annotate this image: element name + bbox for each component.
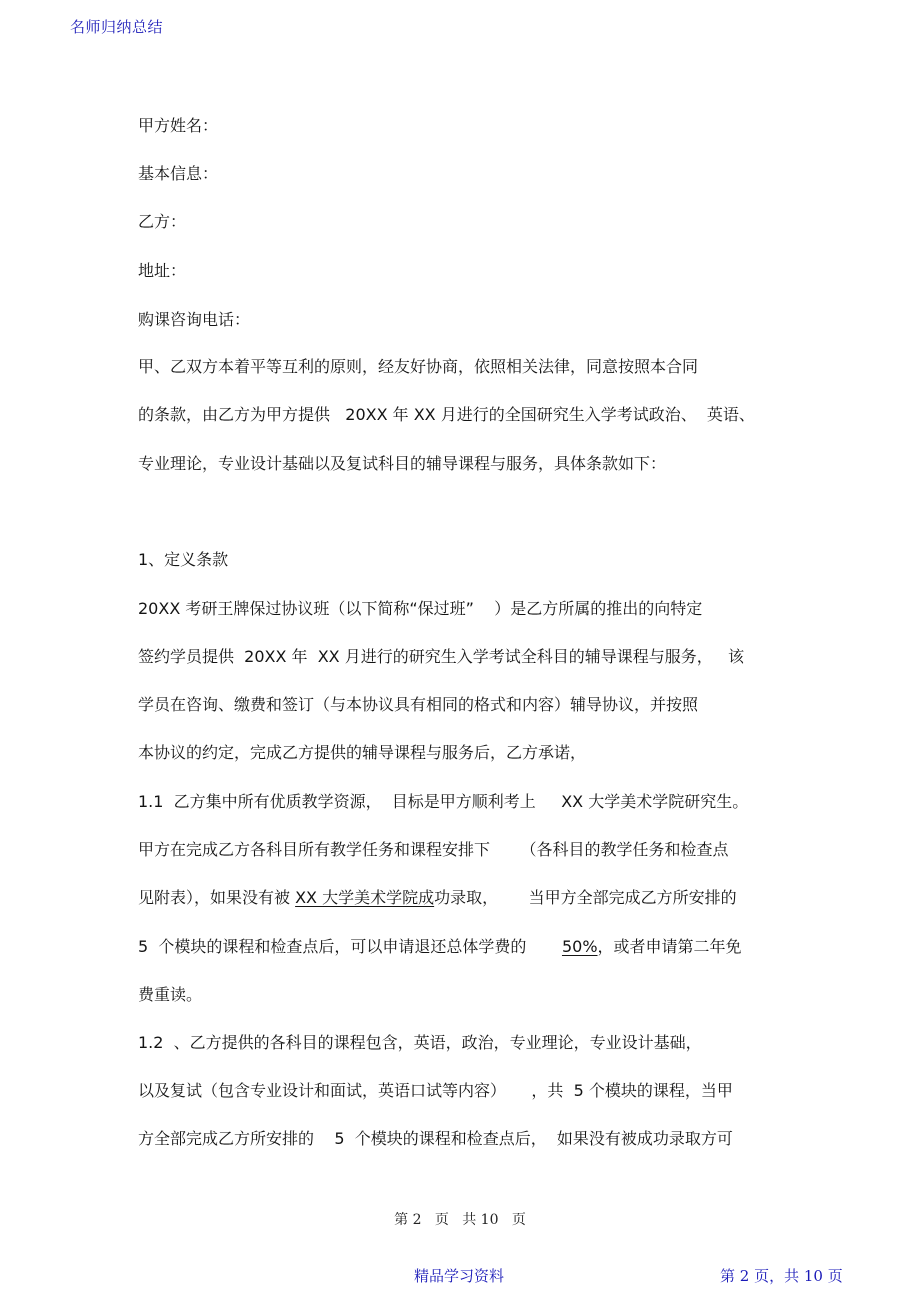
clause-text: 见附表），如果没有被 bbox=[138, 888, 296, 907]
clause-1-1-line bbox=[138, 937, 742, 957]
clause-text: 功录取， 当甲方全部完成乙方所安排的 bbox=[434, 888, 737, 907]
phone-label: 购课咨询电话： bbox=[138, 310, 251, 329]
intro-line: 甲、乙双方本着平等互利的原则，经友好协商，依照相关法律，同意按照本合同 bbox=[138, 357, 699, 376]
clause-1-1-line: 1.1 乙方集中所有优质教学资源， 目标是甲方顺利考上 XX 大学美术学院研究生。 bbox=[138, 792, 749, 811]
underlined-university: XX 大学美术学院成 bbox=[295, 888, 435, 907]
clause-1-1-line: 甲方在完成乙方各科目所有教学任务和课程安排下 （各科目的教学任务和检查点 bbox=[138, 840, 729, 859]
intro-line: 专业理论，专业设计基础以及复试科目的辅导课程与服务，具体条款如下： bbox=[138, 454, 667, 473]
clause-1-1-line bbox=[138, 888, 737, 908]
party-b-label: 乙方： bbox=[138, 212, 187, 231]
section-1-line: 20XX 考研王牌保过协议班（以下简称“保过班” ）是乙方所属的推出的向特定 bbox=[138, 599, 703, 618]
clause-1-2-line: 1.2 、乙方提供的各科目的课程包含，英语，政治，专业理论，专业设计基础， bbox=[138, 1033, 702, 1052]
footer-right: 第 2 页，共 10 页 bbox=[720, 1267, 843, 1285]
basic-info-label: 基本信息： bbox=[138, 164, 219, 183]
clause-1-2-line: 以及复试（包含专业设计和面试，英语口试等内容） ，共 5 个模块的课程，当甲 bbox=[138, 1081, 733, 1100]
section-1-line: 签约学员提供 20XX 年 XX 月进行的研究生入学考试全科目的辅导课程与服务， 该 bbox=[138, 647, 744, 666]
clause-1-1-line: 费重读。 bbox=[138, 985, 203, 1004]
section-1-line: 学员在咨询、缴费和签订（与本协议具有相同的格式和内容）辅导协议，并按照 bbox=[138, 695, 699, 714]
page-number: 第 2 页 共 10 页 bbox=[394, 1212, 526, 1228]
section-1-line: 本协议的约定，完成乙方提供的辅导课程与服务后，乙方承诺， bbox=[138, 743, 587, 762]
clause-text: ，或者申请第二年免 bbox=[597, 937, 742, 956]
clause-1-2-line: 方全部完成乙方所安排的 5 个模块的课程和检查点后， 如果没有被成功录取方可 bbox=[138, 1129, 733, 1148]
section-1-title: 1、定义条款 bbox=[138, 550, 229, 569]
intro-line: 的条款，由乙方为甲方提供 20XX 年 XX 月进行的全国研究生入学考试政治、 英语、 bbox=[138, 405, 755, 424]
clause-text: 5 个模块的课程和检查点后，可以申请退还总体学费的 bbox=[138, 937, 562, 956]
party-a-name-label: 甲方姓名： bbox=[138, 116, 219, 135]
footer-left: 精品学习资料 bbox=[414, 1267, 505, 1285]
underlined-percentage: 50% bbox=[561, 937, 598, 956]
top-header: 名师归纳总结 bbox=[70, 18, 164, 36]
address-label: 地址： bbox=[138, 261, 187, 280]
